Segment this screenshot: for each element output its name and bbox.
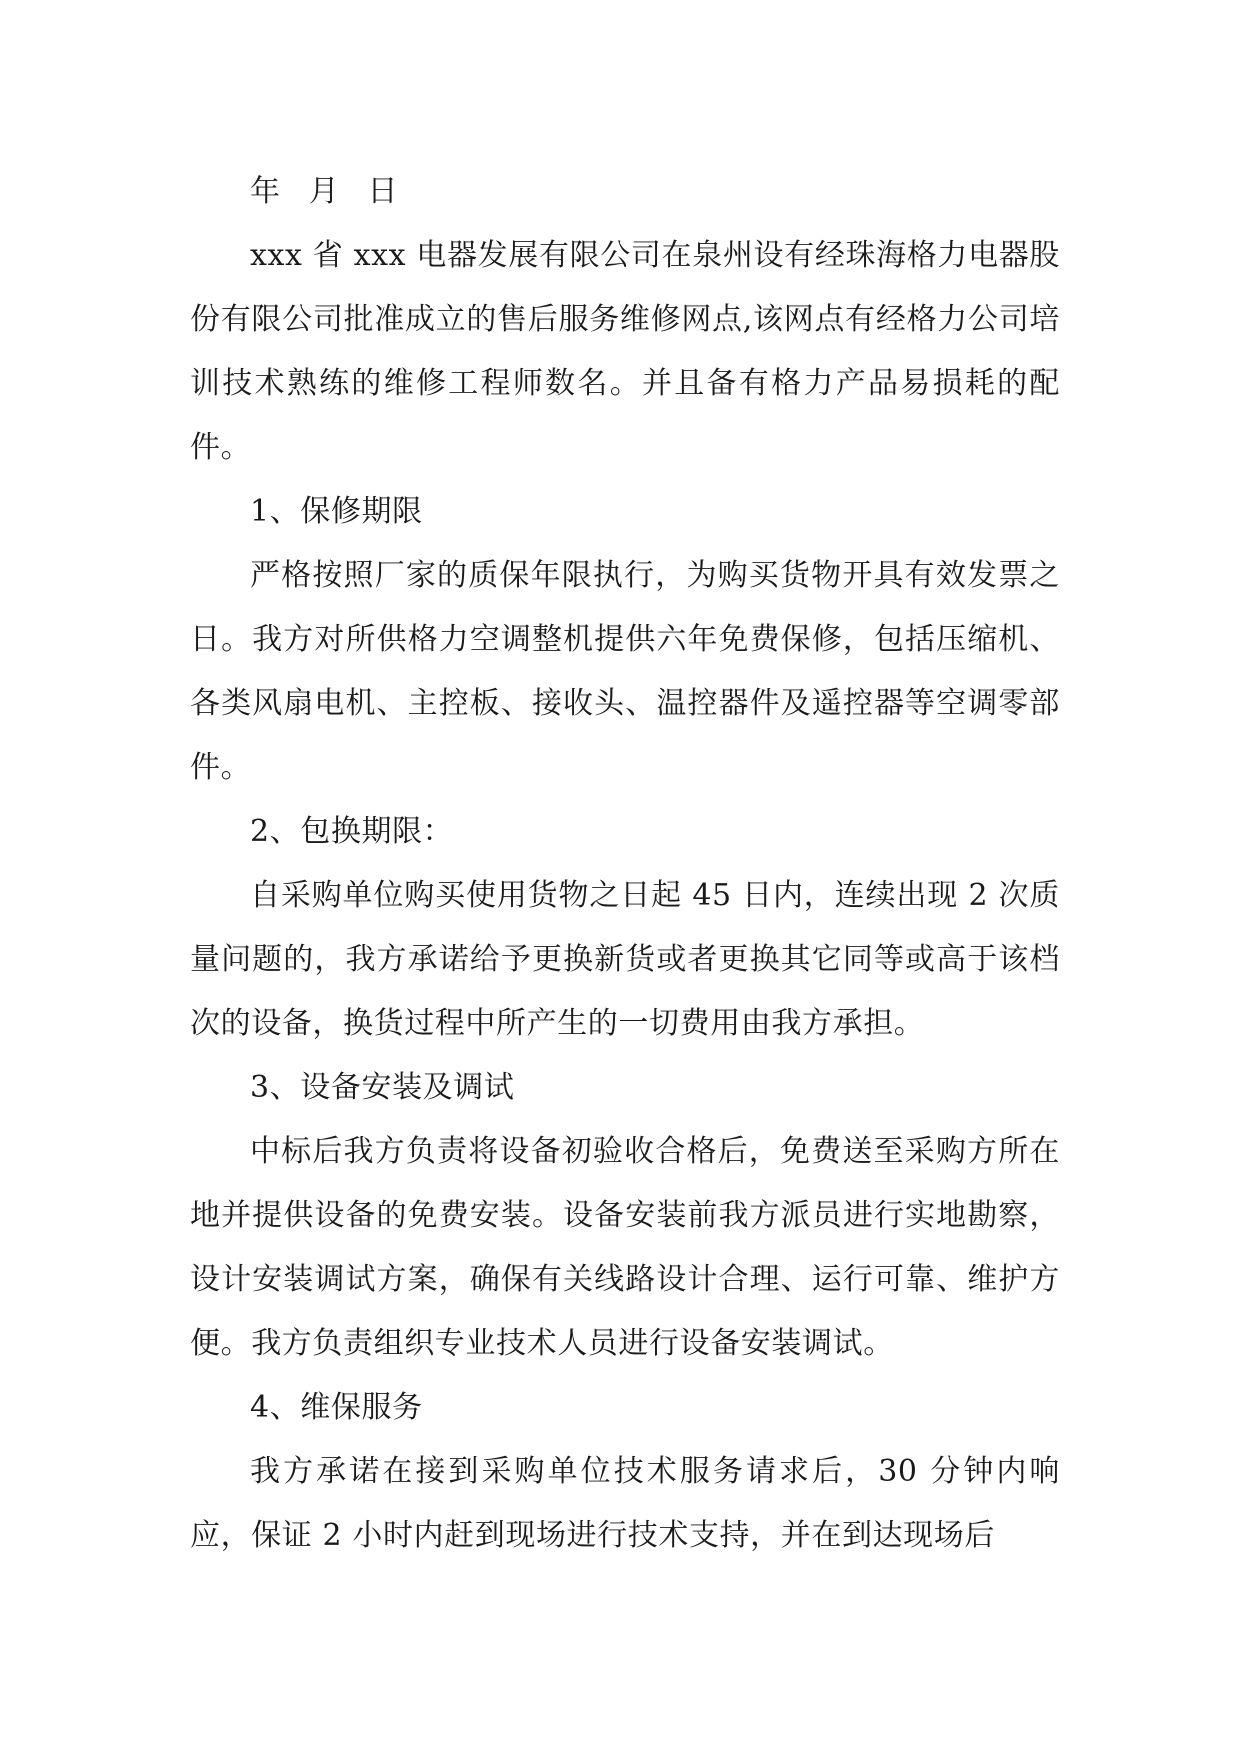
section-heading-installation: 3、设备安装及调试 xyxy=(250,1070,515,1105)
warranty-period-paragraph: 严格按照厂家的质保年限执行，为购买货物开具有效发票之日。我方对所供格力空调整机提供六年免费保修，包括压缩机、各类风扇电机、主控板、接收头、温控器件及遥控器等空调零部件。 xyxy=(190,558,1060,785)
section-heading-replacement-period: 2、包换期限： xyxy=(250,814,454,849)
maintenance-paragraph: 我方承诺在接到采购单位技术服务请求后，30 分钟内响应，保证 2 小时内赶到现场进行技术支持，并在到达现场后 xyxy=(190,1454,1060,1553)
installation-paragraph: 中标后我方负责将设备初验收合格后，免费送至采购方所在地并提供设备的免费安装。设备安装前我方派员进行实地勘察，设计安装调试方案，确保有关线路设计合理、运行可靠、维护方便。我方负责组织专业技术人员进行设备安装调试。 xyxy=(190,1134,1060,1361)
intro-paragraph: xxx 省 xxx 电器发展有限公司在泉州设有经珠海格力电器股份有限公司批准成立的售后服务维修网点,该网点有经格力公司培训技术熟练的维修工程师数名。并且备有格力产品易损耗的配件。 xyxy=(190,238,1060,465)
date-line: 年 月 日 xyxy=(250,174,399,209)
section-heading-warranty-period: 1、保修期限 xyxy=(250,494,423,529)
section-heading-maintenance: 4、维保服务 xyxy=(250,1390,423,1425)
document-page xyxy=(190,160,1060,1568)
replacement-period-paragraph: 自采购单位购买使用货物之日起 45 日内，连续出现 2 次质量问题的，我方承诺给予更换新货或者更换其它同等或高于该档次的设备，换货过程中所产生的一切费用由我方承担。 xyxy=(190,878,1060,1041)
